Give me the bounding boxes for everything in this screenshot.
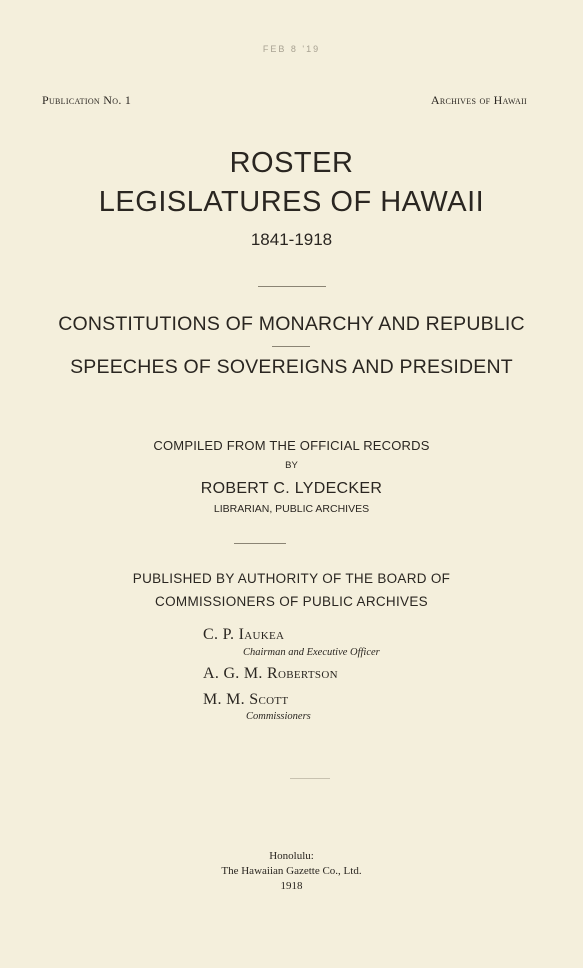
- imprint-publisher: The Hawaiian Gazette Co., Ltd.: [221, 865, 362, 877]
- compiler-name: ROBERT C. LYDECKER: [200, 480, 383, 497]
- title-years: 1841-1918: [250, 230, 333, 249]
- compiled-from-line: COMPILED FROM THE OFFICIAL RECORDS: [153, 438, 430, 453]
- divider-rule: [258, 286, 326, 287]
- receipt-stamp: FEB 8 '19: [262, 44, 321, 54]
- imprint-year: 1918: [280, 880, 303, 892]
- commissioner-role: Chairman and Executive Officer: [243, 647, 380, 658]
- divider-rule: [234, 543, 286, 544]
- title-line-2: LEGISLATURES OF HAWAII: [98, 186, 485, 218]
- commissioner-name: M. M. Scott: [203, 691, 289, 708]
- compiler-title: LIBRARIAN, PUBLIC ARCHIVES: [213, 503, 370, 515]
- subtitle-speeches: SPEECHES OF SOVEREIGNS AND PRESIDENT: [70, 356, 513, 378]
- commissioner-name: C. P. Iaukea: [203, 626, 285, 643]
- commissioner-name: A. G. M. Robertson: [203, 665, 338, 682]
- series-name: Archives of Hawaii: [430, 93, 527, 107]
- publisher-line-1: PUBLISHED BY AUTHORITY OF THE BOARD OF: [132, 571, 451, 586]
- by-line: BY: [285, 460, 298, 471]
- divider-rule: [272, 346, 310, 347]
- publication-number: Publication No. 1: [42, 93, 132, 107]
- commissioners-label: Commissioners: [246, 711, 311, 722]
- publisher-line-2: COMMISSIONERS OF PUBLIC ARCHIVES: [155, 594, 428, 609]
- divider-rule: [290, 778, 330, 779]
- subtitle-constitutions: CONSTITUTIONS OF MONARCHY AND REPUBLIC: [58, 313, 525, 335]
- imprint-city: Honolulu:: [269, 850, 314, 862]
- title-line-1: ROSTER: [229, 147, 354, 179]
